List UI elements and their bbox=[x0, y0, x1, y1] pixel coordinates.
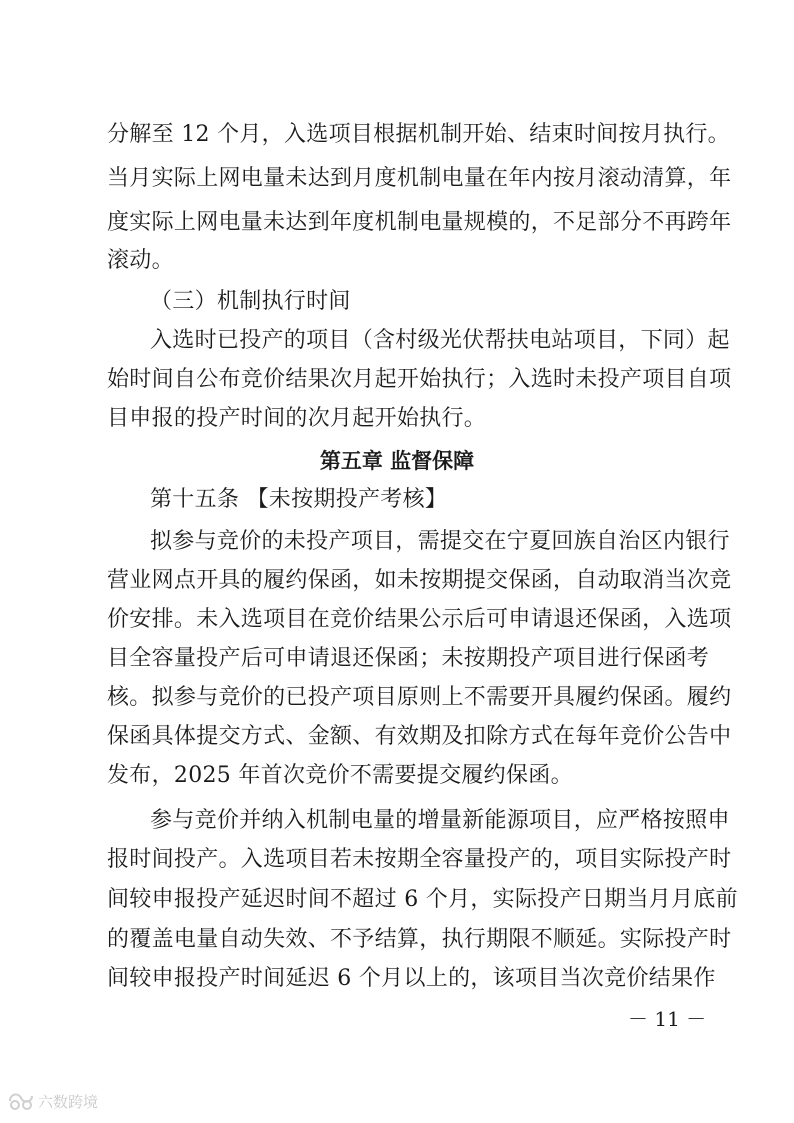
body-line: 始时间自公布竞价结果次月起开始执行；入选时未投产项目自项 bbox=[107, 367, 732, 392]
body-line: 发布，2025 年首次竞价不需要提交履约保函。 bbox=[107, 763, 573, 788]
body-line: 目全容量投产后可申请退还保函；未按期投产项目进行保函考 bbox=[107, 646, 710, 671]
body-line: 拟参与竞价的未投产项目，需提交在宁夏回族自治区内银行 bbox=[150, 529, 730, 554]
body-line: 保函具体提交方式、金额、有效期及扣除方式在每年竞价公告中 bbox=[107, 724, 732, 749]
section-subheading: （三）机制执行时间 bbox=[150, 289, 351, 314]
body-line: 分解至 12 个月，入选项目根据机制开始、结束时间按月执行。 bbox=[107, 122, 730, 147]
body-line: 营业网点开具的履约保函，如未按期提交保函，自动取消当次竞 bbox=[107, 568, 732, 593]
chapter-heading: 第五章 监督保障 bbox=[319, 449, 475, 473]
watermark-logo-icon bbox=[8, 1090, 34, 1112]
body-line: 的覆盖电量自动失效、不予结算，执行期限不顺延。实际投产时 bbox=[107, 927, 732, 952]
page-number: － 11 － bbox=[628, 1007, 707, 1031]
body-line: 入选时已投产的项目（含村级光伏帮扶电站项目，下同）起 bbox=[150, 328, 730, 353]
body-line: 参与竞价并纳入机制电量的增量新能源项目，应严格按照申 bbox=[150, 808, 730, 833]
body-line: 核。拟参与竞价的已投产项目原则上不需要开具履约保函。履约 bbox=[107, 685, 732, 710]
body-line: 目申报的投产时间的次月起开始执行。 bbox=[107, 406, 487, 431]
body-line: 度实际上网电量未达到年度机制电量规模的，不足部分不再跨年 bbox=[107, 210, 732, 235]
body-line: 滚动。 bbox=[107, 248, 174, 273]
body-line: 当月实际上网电量未达到月度机制电量在年内按月滚动清算，年 bbox=[107, 166, 732, 191]
watermark bbox=[8, 1090, 98, 1112]
body-line: 间较申报投产时间延迟 6 个月以上的，该项目当次竞价结果作 bbox=[107, 966, 716, 991]
body-line: 报时间投产。入选项目若未按期全容量投产的，项目实际投产时 bbox=[107, 847, 732, 872]
article-title: 第十五条 【未按期投产考核】 bbox=[150, 487, 448, 512]
watermark-text: 六数跨境 bbox=[38, 1092, 99, 1111]
body-line: 价安排。未入选项目在竞价结果公示后可申请退还保函，入选项 bbox=[107, 607, 732, 632]
body-line: 间较申报投产延迟时间不超过 6 个月，实际投产日期当月月底前 bbox=[107, 887, 738, 912]
